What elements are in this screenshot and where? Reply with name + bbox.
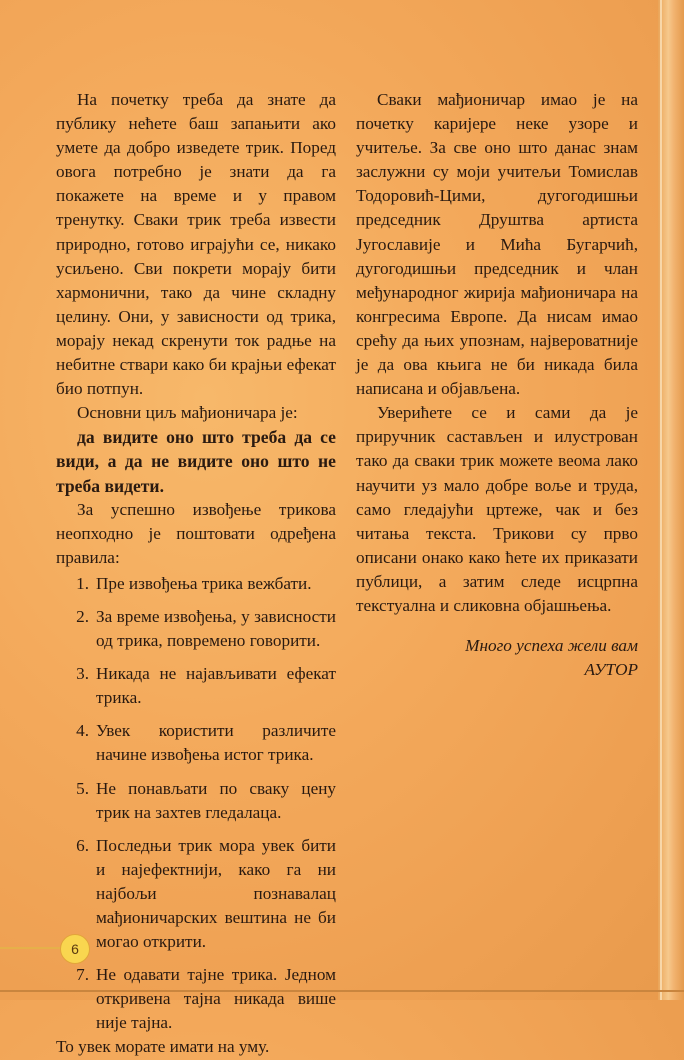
list-item (56, 572, 336, 596)
rule-number: 5. (76, 778, 89, 798)
teachers-paragraph: Сваки мађионичар имао је на почетку каријере неке узоре и учитеље. За све оно што данас знам заслужни су моји учитељи Томислав Тодоровић-Цими, дугогодишњи председник Друштва артиста Југославије и Мића Бугарчић, дугогодишњи председник и члан међународног жирија мађионичара на конгресима Европе. Да нисам имао срећу да њих упознам, највероватније је да ова књига не би никада била написана и објављена. (356, 90, 638, 399)
list-item (56, 834, 336, 954)
rule-number: 1. (76, 573, 89, 593)
rules-intro: За успешно извођење трикова неопходно је поштовати одређена правила: (56, 499, 336, 567)
rule-number: 7. (76, 965, 89, 985)
list-item (56, 662, 336, 710)
rule-text: Пре извођења трика вежбати. (96, 573, 312, 593)
rule-text: Увек користити различите начине извођења истог трика. (96, 721, 336, 765)
left-column (56, 88, 336, 1060)
rule-text: Никада не најављивати ефекат трика. (96, 664, 336, 708)
rule-text: За време извођења, у зависности од трика, повремено говорити. (96, 606, 336, 651)
rule-number: 6. (76, 835, 89, 855)
manual-paragraph: Уверићете се и сами да је приручник састављен и илустрован тако да сваки трик можете веома лако научити уз мало добре воље и труда, само гледајући цртеже, чак и без читања текста. Трикови су прво описани онако како ћете их приказати публици, а затим следе исцрпна текстуална и сликовна објашњења. (356, 403, 638, 615)
rule-text: Последњи трик мора увек бити и најефектнији, како га ни најбољи познавалац мађионичарских вештина не би могао открити. (96, 835, 336, 952)
rule-number: 4. (76, 721, 89, 741)
goal-statement: да видите оно што треба да се види, а да не видите оно што не треба видети. (56, 427, 336, 496)
rule-text: Не одавати тајне трика. Једном откривена тајна никада више није тајна. (96, 965, 336, 1033)
signature-greeting: Много успеха жели вам (465, 636, 638, 656)
rule-number: 3. (76, 664, 89, 684)
list-item (56, 777, 336, 825)
page-edge-line (660, 0, 662, 1000)
page-number-line (0, 947, 62, 949)
list-item (56, 719, 336, 767)
rule-number: 2. (76, 606, 89, 626)
list-item (56, 963, 336, 1035)
goal-intro: Основни циљ мађионичара је: (77, 403, 298, 423)
rules-list (56, 572, 336, 1036)
author-signature (356, 634, 638, 682)
rule-text: Не понављати по сваку цену трик на захтев гледалаца. (96, 778, 336, 822)
intro-paragraph: На почетку треба да знате да публику нећете баш запањити ако умете да добро изведете трик. Поред овога потребно је знати да га покажете на време и у правом тренутку. Сваки трик треба извести природно, готово играјући се, никако усиљено. Сви покрети морају бити хармонични, тако да чине складну целину. Они, у зависности од трика, морају некад скренути ток радње на небитне ствари како би крајњи ефекат био потпун. (56, 90, 336, 399)
right-column (356, 88, 638, 682)
page-number: 6 (60, 934, 90, 964)
closing-line: То увек морате имати на уму. (56, 1037, 270, 1057)
signature-author: АУТОР (584, 660, 638, 680)
list-item (56, 605, 336, 653)
